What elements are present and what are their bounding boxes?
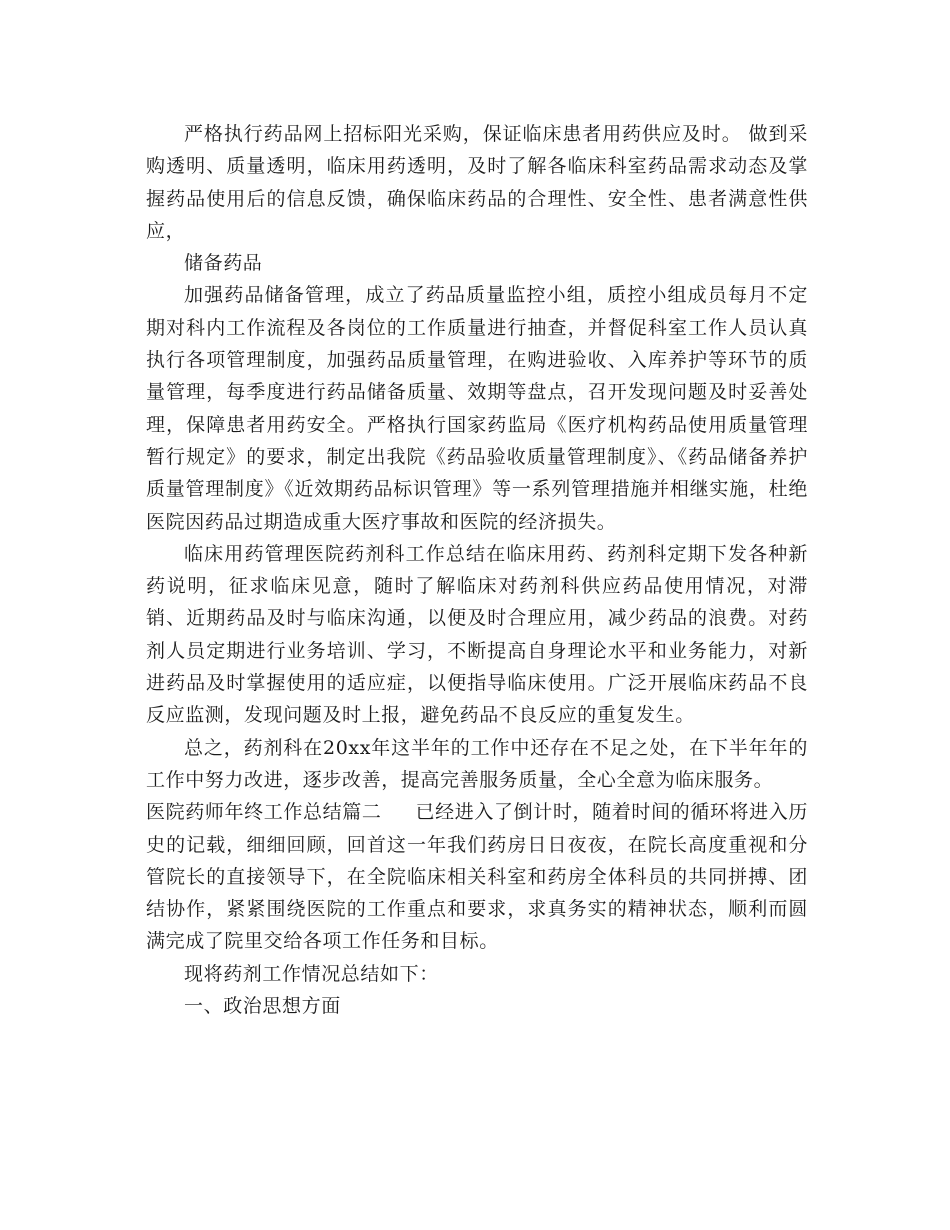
paragraph-summary-intro: 现将药剂工作情况总结如下： bbox=[184, 962, 439, 985]
paragraph-procurement: 严格执行药品网上招标阳光采购，保证临床患者用药供应及时。 做到采购透明、质量透明，临床用药透明，及时了解各临床科室药品需求动态及掌握药品使用后的信息反馈，确保临床药品的合理性、安全性、患者满意性供应， bbox=[146, 123, 808, 242]
document-page bbox=[146, 118, 808, 1022]
paragraph-conclusion: 总之，药剂科在20xx年这半年的工作中还存在不足之处，在下半年年的工作中努力改进，逐步改善，提高完善服务质量，全心全意为临床服务。 bbox=[146, 736, 808, 791]
section-heading-political: 一、政治思想方面 bbox=[184, 995, 341, 1018]
paragraph-reserve-management: 加强药品储备管理，成立了药品质量监控小组，质控小组成员每月不定期对科内工作流程及各岗位的工作质量进行抽查，并督促科室工作人员认真执行各项管理制度，加强药品质量管理，在购进验收、入库养护等环节的质量管理，每季度进行药品储备质量、效期等盘点，召开发现问题及时妥善处理，保障患者用药安全。严格执行国家药监局《医疗机构药品使用质量管理暂行规定》的要求，制定出我院《药品验收质量管理制度》、《药品储备养护质量管理制度》《近效期药品标识管理》等一系列管理措施并相继实施，杜绝医院因药品过期造成重大医疗事故和医院的经济损失。 bbox=[146, 284, 808, 533]
part-two-text: 已经进入了倒计时，随着时间的循环将进入历史的记载，细细回顾，回首这一年我们药房日日夜夜，在院长高度重视和分管院长的直接领导下，在全院临床相关科室和药房全体科员的共同拼搏、团结协作，紧紧围绕医院的工作重点和要求，求真务实的精神状态，顺利而圆满完成了院里交给各项工作任务和目标。 bbox=[146, 801, 808, 953]
paragraph-part-two bbox=[146, 796, 808, 957]
section-heading-drug-reserve: 储备药品 bbox=[184, 252, 263, 275]
part-two-heading: 医院药师年终工作总结篇二 bbox=[146, 801, 382, 824]
paragraph-clinical-medication: 临床用药管理医院药剂科工作总结在临床用药、药剂科定期下发各种新药说明，征求临床见意，随时了解临床对药剂科供应药品使用情况，对滞销、近期药品及时与临床沟通，以便及时合理应用，减少药品的浪费。对药剂人员定期进行业务培训、学习，不断提高自身理论水平和业务能力，对新进药品及时掌握使用的适应症，以便指导临床使用。广泛开展临床药品不良反应监测，发现问题及时上报，避免药品不良反应的重复发生。 bbox=[146, 542, 808, 727]
